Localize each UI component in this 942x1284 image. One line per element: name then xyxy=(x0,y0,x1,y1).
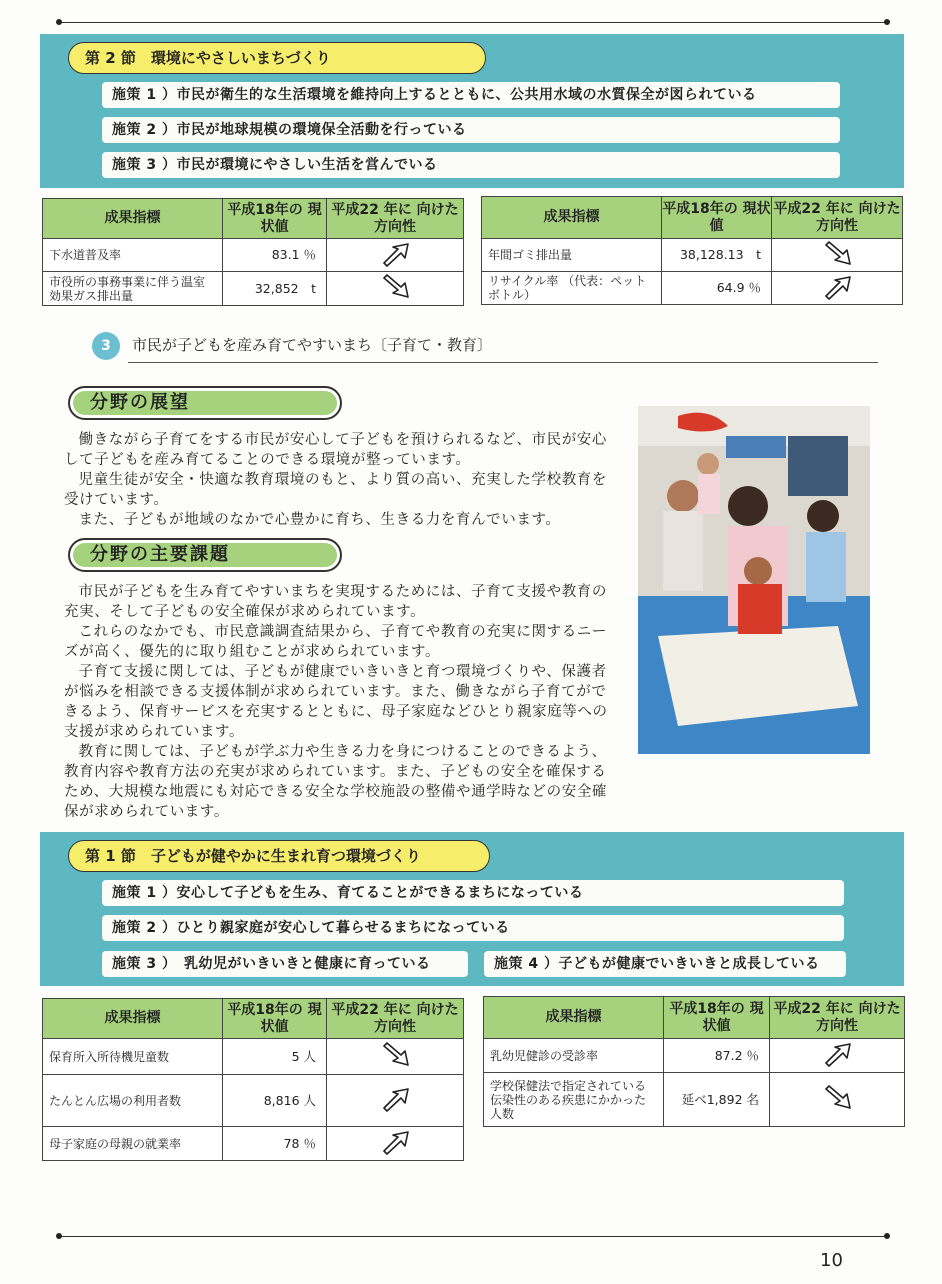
section-1-title: 第 1 節 子どもが健やかに生まれ育つ環境づくり xyxy=(68,840,490,872)
issues-text xyxy=(64,582,620,822)
table-row xyxy=(484,1039,905,1073)
header-current: 平成18年の 現状値 xyxy=(223,999,327,1039)
table-row xyxy=(43,1039,464,1075)
header-indicator: 成果指標 xyxy=(482,197,662,239)
row-value: 64.9 ％ xyxy=(662,272,772,305)
row-label: リサイクル率 （代表：ペットボトル） xyxy=(482,272,662,305)
section-1-policy-4: 施策 4 ）子どもが健康でいきいきと成長している xyxy=(484,951,846,977)
row-value: 32,852 t xyxy=(223,272,327,306)
section-2-policy-2: 施策 2 ）市民が地球規模の環境保全活動を行っている xyxy=(102,117,840,143)
page-number: 10 xyxy=(820,1250,843,1271)
issues-paragraph: 教育に関しては、子どもが学ぶ力や生きる力を身につけることのできるよう、教育内容や教育方法の充実が求められています。また、子どもの安全を確保するため、大規模な地震にも対応できる安全な学校施設の整備や通学時などの安全確保が求められています。 xyxy=(64,744,608,820)
row-value: 5 人 xyxy=(223,1039,327,1075)
table-row xyxy=(43,239,464,272)
section-2-indicator-table-right xyxy=(481,196,903,305)
trend-arrow-up-icon xyxy=(772,272,903,305)
header-current: 平成18年の 現状値 xyxy=(662,197,772,239)
row-value: 83.1 ％ xyxy=(223,239,327,272)
header-current: 平成18年の 現状値 xyxy=(664,997,770,1039)
row-label: 学校保健法で指定されている伝染性のある疾患にかかった人数 xyxy=(484,1073,664,1127)
section-2-title: 第 2 節 環境にやさしいまちづくり xyxy=(68,42,486,74)
header-direction: 平成22 年に 向けた方向性 xyxy=(327,199,464,239)
childcare-photo xyxy=(638,406,870,754)
table-row xyxy=(43,1127,464,1161)
row-label: 母子家庭の母親の就業率 xyxy=(43,1127,223,1161)
top-rule xyxy=(60,22,886,23)
table-row xyxy=(484,1073,905,1127)
header-current: 平成18年の 現状値 xyxy=(223,199,327,239)
section-2-indicator-table-left xyxy=(42,198,464,306)
category-underline xyxy=(128,362,878,363)
table-row xyxy=(43,272,464,306)
row-label: たんとん広場の利用者数 xyxy=(43,1075,223,1127)
row-value: 78 ％ xyxy=(223,1127,327,1161)
section-1-policy-2: 施策 2 ）ひとり親家庭が安心して暮らせるまちになっている xyxy=(102,915,844,941)
row-value: 延べ1,892 名 xyxy=(664,1073,770,1127)
header-indicator: 成果指標 xyxy=(43,999,223,1039)
category-number-badge: 3 xyxy=(92,332,120,360)
trend-arrow-up-icon xyxy=(327,239,464,272)
outlook-paragraph: 働きながら子育てをする市民が安心して子どもを預けられるなど、市民が安心して子どもを産み育てることのできる環境が整っています。 xyxy=(64,432,607,468)
outlook-paragraph: また、子どもが地域のなかで心豊かに育ち、生きる力を育んでいます。 xyxy=(78,512,561,528)
bottom-rule xyxy=(60,1236,886,1237)
trend-arrow-down-icon xyxy=(327,272,464,306)
trend-arrow-down-icon xyxy=(770,1073,905,1127)
section-1-policy-1: 施策 1 ）安心して子どもを生み、育てることができるまちになっている xyxy=(102,880,844,906)
header-direction: 平成22 年に 向けた方向性 xyxy=(327,999,464,1039)
section-1-indicator-table-right xyxy=(483,996,905,1127)
row-value: 38,128.13 t xyxy=(662,239,772,272)
category-title: 市民が子どもを産み育てやすいまち〔子育て・教育〕 xyxy=(132,336,493,354)
issues-heading: 分野の主要課題 xyxy=(68,538,342,572)
table-row xyxy=(482,239,903,272)
trend-arrow-up-icon xyxy=(770,1039,905,1073)
row-value: 87.2 ％ xyxy=(664,1039,770,1073)
issues-paragraph: 子育て支援に関しては、子どもが健康でいきいきと育つ環境づくりや、保護者が悩みを相談できる支援体制が求められています。また、働きながら子育てができるよう、保育サービスを充実するとともに、母子家庭などひとり親家庭等への支援が求められています。 xyxy=(64,664,608,740)
trend-arrow-down-icon xyxy=(327,1039,464,1075)
issues-paragraph: 市民が子どもを生み育てやすいまちを実現するためには、子育て支援や教育の充実、そして子どもの安全確保が求められています。 xyxy=(64,584,607,620)
section-2-policy-3: 施策 3 ）市民が環境にやさしい生活を営んでいる xyxy=(102,152,840,178)
row-label: 年間ゴミ排出量 xyxy=(482,239,662,272)
issues-paragraph: これらのなかでも、市民意識調査結果から、子育てや教育の充実に関するニーズが高く、優先的に取り組むことが求められています。 xyxy=(64,624,607,660)
outlook-heading: 分野の展望 xyxy=(68,386,342,420)
row-value: 8,816 人 xyxy=(223,1075,327,1127)
row-label: 市役所の事務事業に伴う温室効果ガス排出量 xyxy=(43,272,223,306)
trend-arrow-up-icon xyxy=(327,1127,464,1161)
section-1-policy-3: 施策 3 ） 乳幼児がいきいきと健康に育っている xyxy=(102,951,468,977)
outlook-paragraph: 児童生徒が安全・快適な教育環境のもと、より質の高い、充実した学校教育を受けています。 xyxy=(64,472,607,508)
header-indicator: 成果指標 xyxy=(43,199,223,239)
row-label: 乳幼児健診の受診率 xyxy=(484,1039,664,1073)
header-direction: 平成22 年に 向けた方向性 xyxy=(770,997,905,1039)
section-2-policy-1: 施策 1 ）市民が衛生的な生活環境を維持向上するとともに、公共用水域の水質保全が図られている xyxy=(102,82,840,108)
row-label: 下水道普及率 xyxy=(43,239,223,272)
table-row xyxy=(482,272,903,305)
table-row xyxy=(43,1075,464,1127)
header-indicator: 成果指標 xyxy=(484,997,664,1039)
header-direction: 平成22 年に 向けた方向性 xyxy=(772,197,903,239)
outlook-text xyxy=(64,430,620,530)
section-1-indicator-table-left xyxy=(42,998,464,1161)
row-label: 保育所入所待機児童数 xyxy=(43,1039,223,1075)
trend-arrow-up-icon xyxy=(327,1075,464,1127)
trend-arrow-down-icon xyxy=(772,239,903,272)
